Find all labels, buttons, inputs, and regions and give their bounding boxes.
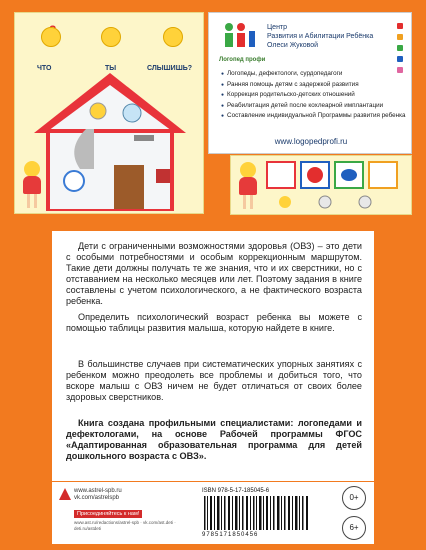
hairdryer-icon [156,169,170,183]
services-list [221,69,411,122]
publisher-logo-icon [58,487,72,501]
dot-icon [397,34,403,40]
isbn-text: ISBN 978-5-17-185045-6 [202,488,270,494]
paragraph-4: Книга создана профильными специалистами: логопедами и дефектологами, на основе Рабочей программы ФГОС «Адаптированная образовательная программа для детей дошкольного возраста с ОВЗ». [66,418,362,461]
age-rating-badge: 6+ [342,516,366,540]
house-wall [48,131,172,211]
paragraph-2: Определить психологический возраст ребенка вы можете с помощью таблицы развития малыша, которую найдете в книге. [66,312,362,333]
paragraph-3: В большинстве случаев при систематических упорных занятиях с ребенком можно преодолеть все проблемы и добиться того, что вскоре малыш с ОВЗ ничем не будет отличаться от своих более здоровых сверстников. [66,359,362,402]
service-item: ● Составление индивидуальной Программы развития ребенка [221,111,411,122]
publisher-links: www.ast.ru/redactions/astrel-spb · vk.com/ast.deti · deti.ru/astdeti [74,520,176,531]
publisher-vk[interactable]: vk.com/astrelspb [74,495,120,501]
description-panel [52,231,374,481]
shapes-drawing [265,160,405,212]
girl-figure [21,161,43,209]
clock-icon [64,171,84,191]
paragraph-1: Дети с ограниченными возможностями здоровья (ОВЗ) – это дети с особыми потребностями и особым коррекционным маршрутом. Такие дети должны получать те же знания, что и их сверстники, но с отставанием на несколько месяцев или лет. Поэтому задания в книге составлены с учетом психологического, а не фактического возраста ребенка. [66,241,362,306]
girl-figure [237,162,259,210]
service-item: ● Ранняя помощь детям с задержкой развития [221,80,411,91]
logo-label: Логопед профи [219,57,266,63]
ear-icon [163,27,183,47]
dot-icon [397,45,403,51]
door-shape [114,165,144,209]
center-line-1: Центр [267,24,288,31]
face-label-3: СЛЫШИШЬ? [147,65,193,72]
age-rating-badge: 0+ [342,486,366,510]
shapes-illustration [230,155,412,215]
publisher-url[interactable]: www.astrel-spb.ru [74,488,122,494]
face-label-2: ТЫ [105,65,117,72]
vacuum-icon [90,103,106,119]
publisher-site [74,488,122,502]
center-info-card [208,12,412,154]
dot-icon [397,56,403,62]
faucet-icon [134,135,154,141]
center-website-link[interactable]: www.logopedprofi.ru [274,137,348,146]
center-line-3: Олеси Жуковой [267,42,319,49]
center-line-2: Развития и Абилитации Ребёнка [267,33,374,40]
center-name [267,23,373,50]
join-us-badge: Присоединяйтесь к нам! [74,510,142,518]
house-illustration [14,12,204,214]
service-item: ● Коррекция родительско-детских отношений [221,90,411,101]
logo-icon [219,21,259,57]
service-item: ● Реабилитация детей после кохлеарной имплантации [221,101,411,112]
face-label-1: ЧТО [37,65,52,72]
service-item: ● Логопеды, дефектологи, сурдопедагоги [221,69,411,80]
footer-panel [52,482,374,544]
house-drawing [30,71,190,211]
barcode-number: 9785171850456 [202,532,259,538]
face-icon-1 [41,27,61,47]
dot-icon [397,23,403,29]
barcode-icon [202,496,312,530]
fan-icon [123,104,141,122]
face-icon-2 [101,27,121,47]
